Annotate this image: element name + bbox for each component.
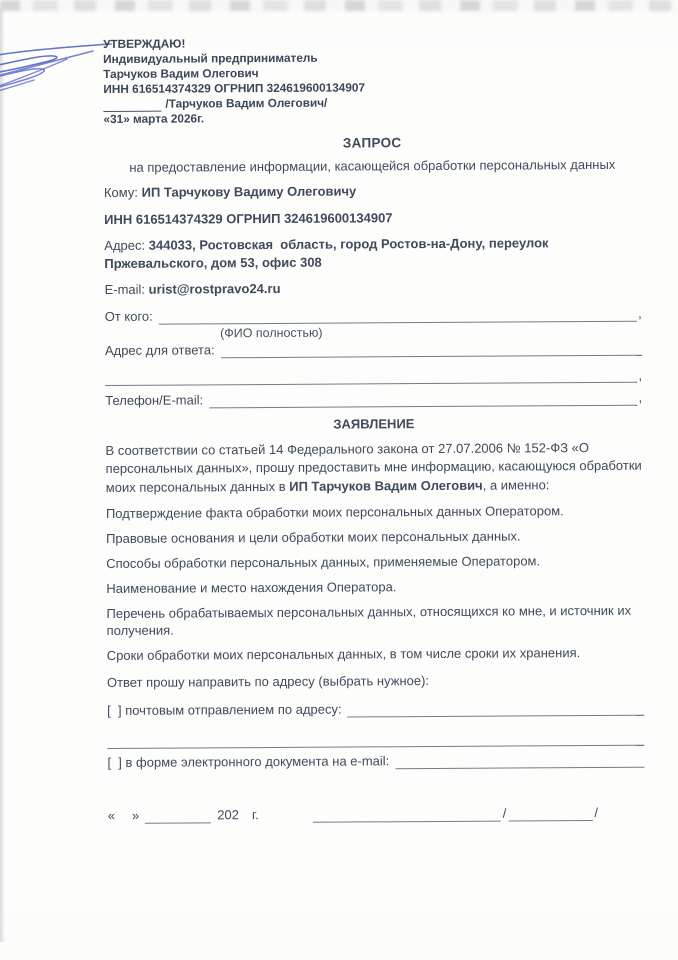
option-email-checkbox-label: [ ] в форме электронного документа на e-mail:	[107, 753, 390, 770]
reply-address-trailing-comma: ,	[638, 367, 643, 383]
approval-signature-line	[103, 99, 161, 112]
footer-quote-close: »	[131, 807, 140, 823]
from-input-line	[159, 307, 637, 324]
phone-email-input-line	[209, 391, 637, 408]
request-item: Наименование и место нахождения Оператора.	[106, 579, 397, 596]
option-post-input-line	[348, 702, 645, 718]
approval-entity-name: Тарчуков Вадим Олегович	[103, 66, 259, 81]
recipient-to-label: Кому:	[103, 184, 138, 200]
option-post-continuation-line	[107, 732, 644, 749]
recipient-inn-line: ИНН 616514374329 ОГРНИП 324619600134907	[104, 209, 393, 227]
recipient-to-value: ИП Тарчукову Вадиму Олеговичу	[141, 183, 357, 200]
footer-year: 202	[217, 807, 239, 823]
approval-date: «31» марта 2026г.	[103, 111, 205, 126]
request-item: Сроки обработки моих персональных данных, в том числе сроки их хранения.	[106, 645, 581, 663]
scan-bleed-through-smudge	[0, 0, 678, 11]
recipient-address-line	[104, 234, 641, 272]
recipient-address-label: Адрес:	[104, 237, 146, 253]
document-title: ЗАПРОС	[342, 135, 402, 151]
recipient-email-label: E-mail:	[104, 281, 146, 297]
footer-name-line	[508, 807, 592, 822]
footer-day-month-line	[145, 809, 211, 823]
approval-block	[103, 34, 641, 127]
statement-heading: ЗАЯВЛЕНИЕ	[333, 415, 415, 432]
approval-entity-type: Индивидуальный предприниматель	[103, 50, 318, 66]
option-post-row	[107, 699, 644, 719]
footer-signature-group	[313, 804, 605, 823]
phone-email-row	[105, 388, 642, 408]
response-prompt: Ответ прошу направить по адресу (выбрать нужное):	[106, 673, 430, 690]
from-trailing-comma: ,	[638, 305, 642, 321]
request-item: Способы обработки персональных данных, применяемые Оператором.	[106, 553, 541, 571]
recipient-to-line	[104, 181, 641, 202]
footer-quote-open: «	[107, 807, 116, 823]
option-email-input-line	[395, 754, 644, 770]
approval-signature-name: /Тарчуков Вадим Олегович/	[165, 95, 328, 111]
fio-hint: (ФИО полностью)	[220, 325, 323, 340]
reply-address-continuation-row	[105, 365, 642, 385]
option-post-checkbox-label: [ ] почтовым отправлением по адресу:	[107, 701, 342, 718]
scan-page-edge-shadow	[0, 8, 5, 942]
footer-slash: /	[502, 805, 507, 821]
reply-address-row	[105, 338, 642, 358]
from-label: От кого:	[104, 308, 153, 324]
phone-email-label: Телефон/E-mail:	[105, 391, 204, 408]
request-item: Подтверждение факта обработки моих персональных данных Оператором.	[105, 503, 564, 521]
request-item: Правовые основания и цели обработки моих персональных данных.	[106, 528, 521, 546]
recipient-email-value: urist@rostpravo24.ru	[148, 280, 281, 297]
reply-address-input-line	[221, 341, 642, 358]
footer-year-suffix: г.	[251, 807, 259, 823]
recipient-address-value: 344033, Ростовская область, город Ростов-на-Дону, переулок Пржевальского, дом 53, офис 308	[104, 235, 553, 271]
phone-email-trailing-comma: ,	[638, 389, 643, 405]
statement-intro	[105, 438, 642, 497]
footer-signature-line	[313, 808, 501, 823]
footer-date-group	[108, 806, 259, 824]
statement-intro-suffix: , а именно:	[482, 476, 550, 493]
statement-operator-name: ИП Тарчуков Вадим Олегович	[289, 477, 483, 494]
document-content	[103, 34, 645, 824]
footer-slash: /	[594, 804, 599, 821]
reply-address-label: Адрес для ответа:	[104, 341, 215, 358]
approval-title: УТВЕРЖДАЮ!	[103, 36, 186, 51]
statement-intro-prefix: В соответствии со статьей 14 Федерального закона от 27.07.2006 № 152-ФЗ «О персональных данных», прошу предоставить мне информацию, касающуюся обработки моих персональных данных в	[105, 439, 642, 495]
request-item: Перечень обрабатываемых персональных данных, относящихся ко мне, и источник их получения.	[106, 602, 632, 638]
from-field-row	[105, 304, 642, 324]
approval-inn-ogrnip: ИНН 616514374329 ОГРНИП 324619600134907	[103, 80, 366, 96]
reply-address-continuation-line	[105, 368, 637, 385]
document-subtitle: на предоставление информации, касающейся обработки персональных данных	[129, 156, 616, 175]
option-email-row	[107, 751, 644, 771]
recipient-email-line	[104, 278, 641, 299]
footer-row	[108, 804, 645, 824]
option-post-continuation-row	[107, 729, 644, 749]
